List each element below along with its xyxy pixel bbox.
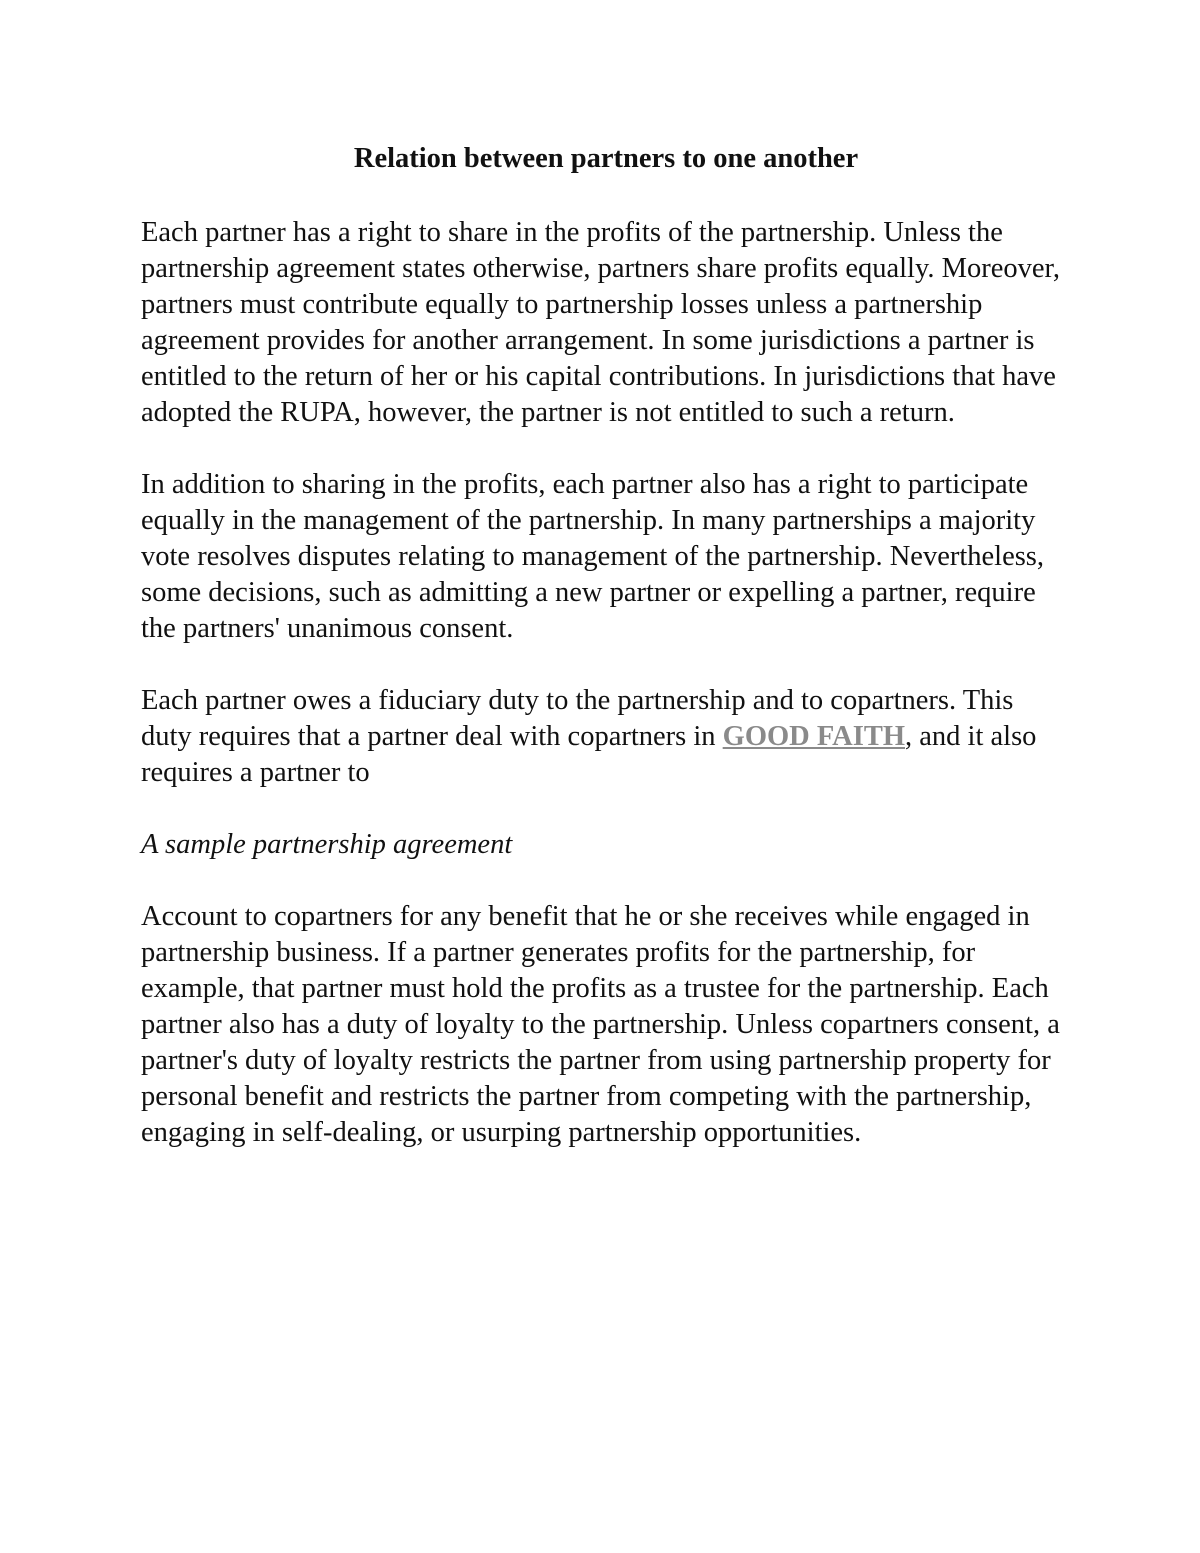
paragraph-management: In addition to sharing in the profits, each partner also has a right to participate equally in the management of the partnership. In many partnerships a majority vote resolves disputes relating to management of the partnership. Nevertheless, some decisions, such as admitting a new partner or expelling a partner, require the partners' unanimous consent. [141,469,1045,644]
paragraph-fiduciary-text-end: , and it also requires a partner to [141,721,1037,788]
paragraph-account-loyalty: Account to copartners for any benefit that he or she receives while engaged in partnership business. If a partner generates profits for the partnership, for example, that partner must hold the profits as a trustee for the partnership. Each partner also has a duty of loyalty to the partnership. Unless copartners consent, a partner's duty of loyalty restricts the partner from using partnership property for personal benefit and restricts the partner from competing with the partnership, engaging in self-dealing, or usurping partnership opportunities. [141,901,1060,1148]
paragraph-fiduciary-duty [141,683,1071,791]
good-faith-link[interactable]: GOOD FAITH [722,721,906,752]
paragraph-profits: Each partner has a right to share in the profits of the partnership. Unless the partnership agreement states otherwise, partners share profits equally. Moreover, partners must contribute equally to partnership losses unless a partnership agreement provides for another arrangement. In some jurisdictions a partner is entitled to the return of her or his capital contributions. In jurisdictions that have adopted the RUPA, however, the partner is not entitled to such a return. [141,217,1060,428]
sample-agreement-heading: A sample partnership agreement [141,829,513,860]
paragraph-fiduciary-text-start: Each partner owes a fiduciary duty to the partnership and to copartners. This duty requires that a partner deal with copartners in [141,685,1014,752]
document-title: Relation between partners to one another [353,143,859,174]
document-body [141,141,1071,1187]
